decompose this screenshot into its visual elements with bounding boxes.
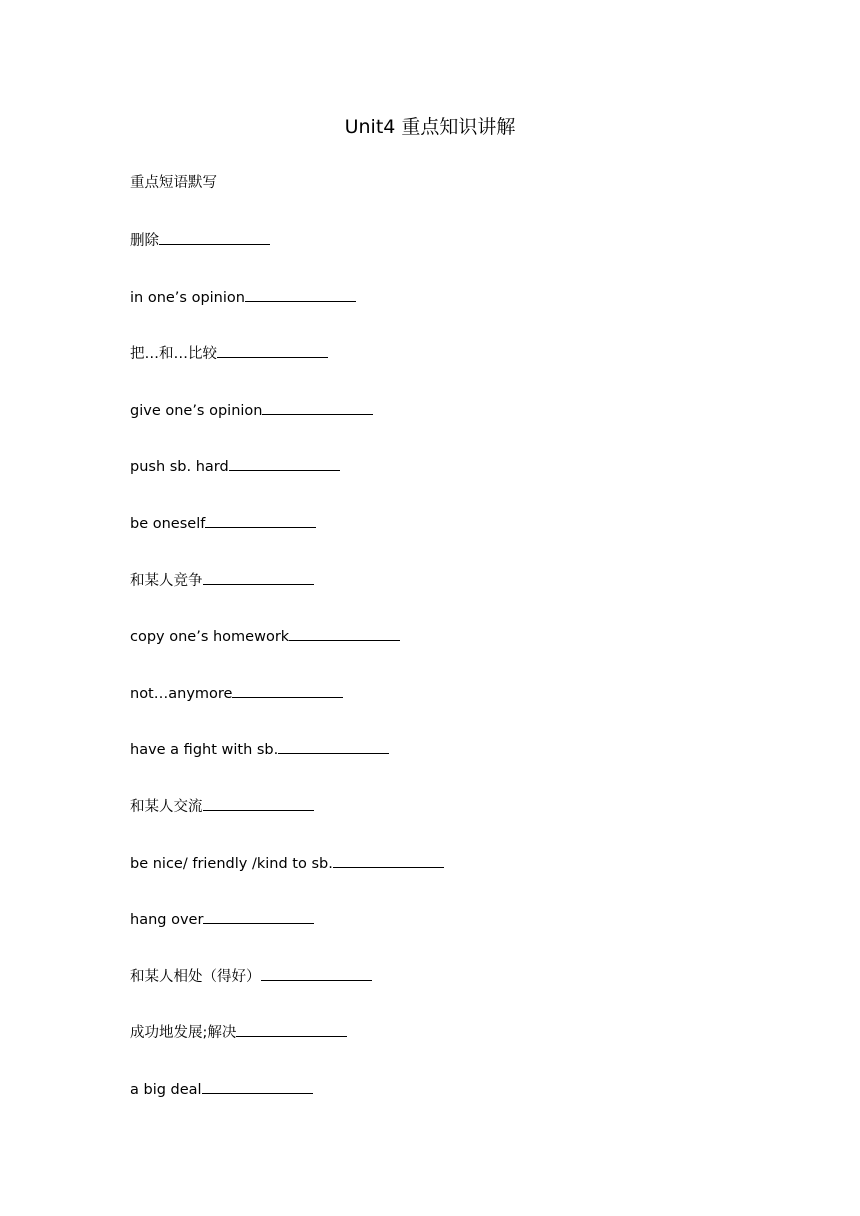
phrase-text: in one’s opinion	[130, 289, 245, 306]
phrase-item	[130, 1079, 444, 1136]
phrase-item	[130, 287, 444, 344]
answer-blank	[289, 626, 400, 641]
phrase-text: 把…和…比较	[130, 346, 217, 363]
phrase-text: 和某人竞争	[130, 572, 203, 589]
phrase-item	[130, 456, 444, 513]
phrase-item	[130, 343, 444, 400]
phrase-item	[130, 853, 444, 910]
phrase-item	[130, 909, 444, 966]
answer-blank	[262, 400, 373, 415]
phrase-text: have a fight with sb.	[130, 742, 279, 759]
phrase-item	[130, 230, 444, 287]
phrase-text: 成功地发展;解决	[130, 1025, 237, 1042]
phrase-text: not…anymore	[130, 685, 233, 702]
phrase-item	[130, 400, 444, 457]
answer-blank	[261, 966, 372, 981]
phrase-text: hang over	[130, 912, 204, 929]
answer-blank	[278, 739, 389, 754]
phrase-text: be nice/ friendly /kind to sb.	[130, 855, 333, 872]
section-heading: 重点短语默写	[130, 175, 217, 191]
phrase-item	[130, 796, 444, 853]
answer-blank	[202, 1079, 313, 1094]
answer-blank	[217, 343, 328, 358]
answer-blank	[203, 796, 314, 811]
phrase-text: 删除	[130, 233, 159, 249]
answer-blank	[159, 230, 270, 245]
phrase-item	[130, 570, 444, 627]
phrase-item	[130, 683, 444, 740]
phrase-text: 和某人相处（得好）	[130, 968, 261, 985]
document-title: Unit4 重点知识讲解	[344, 116, 516, 138]
answer-blank	[203, 909, 314, 924]
phrase-text: a big deal	[130, 1081, 202, 1098]
answer-blank	[203, 570, 314, 585]
phrase-item	[130, 739, 444, 796]
answer-blank	[333, 853, 444, 868]
phrase-item	[130, 966, 444, 1023]
answer-blank	[205, 513, 316, 528]
phrase-list	[130, 230, 444, 1136]
phrase-item	[130, 1022, 444, 1079]
phrase-item	[130, 513, 444, 570]
phrase-text: be oneself	[130, 515, 206, 532]
phrase-text: give one’s opinion	[130, 402, 263, 419]
answer-blank	[245, 287, 356, 302]
phrase-text: push sb. hard	[130, 459, 229, 476]
phrase-text: copy one’s homework	[130, 629, 290, 646]
answer-blank	[232, 683, 343, 698]
phrase-item	[130, 626, 444, 683]
answer-blank	[236, 1022, 347, 1037]
answer-blank	[229, 456, 340, 471]
phrase-text: 和某人交流	[130, 798, 203, 815]
